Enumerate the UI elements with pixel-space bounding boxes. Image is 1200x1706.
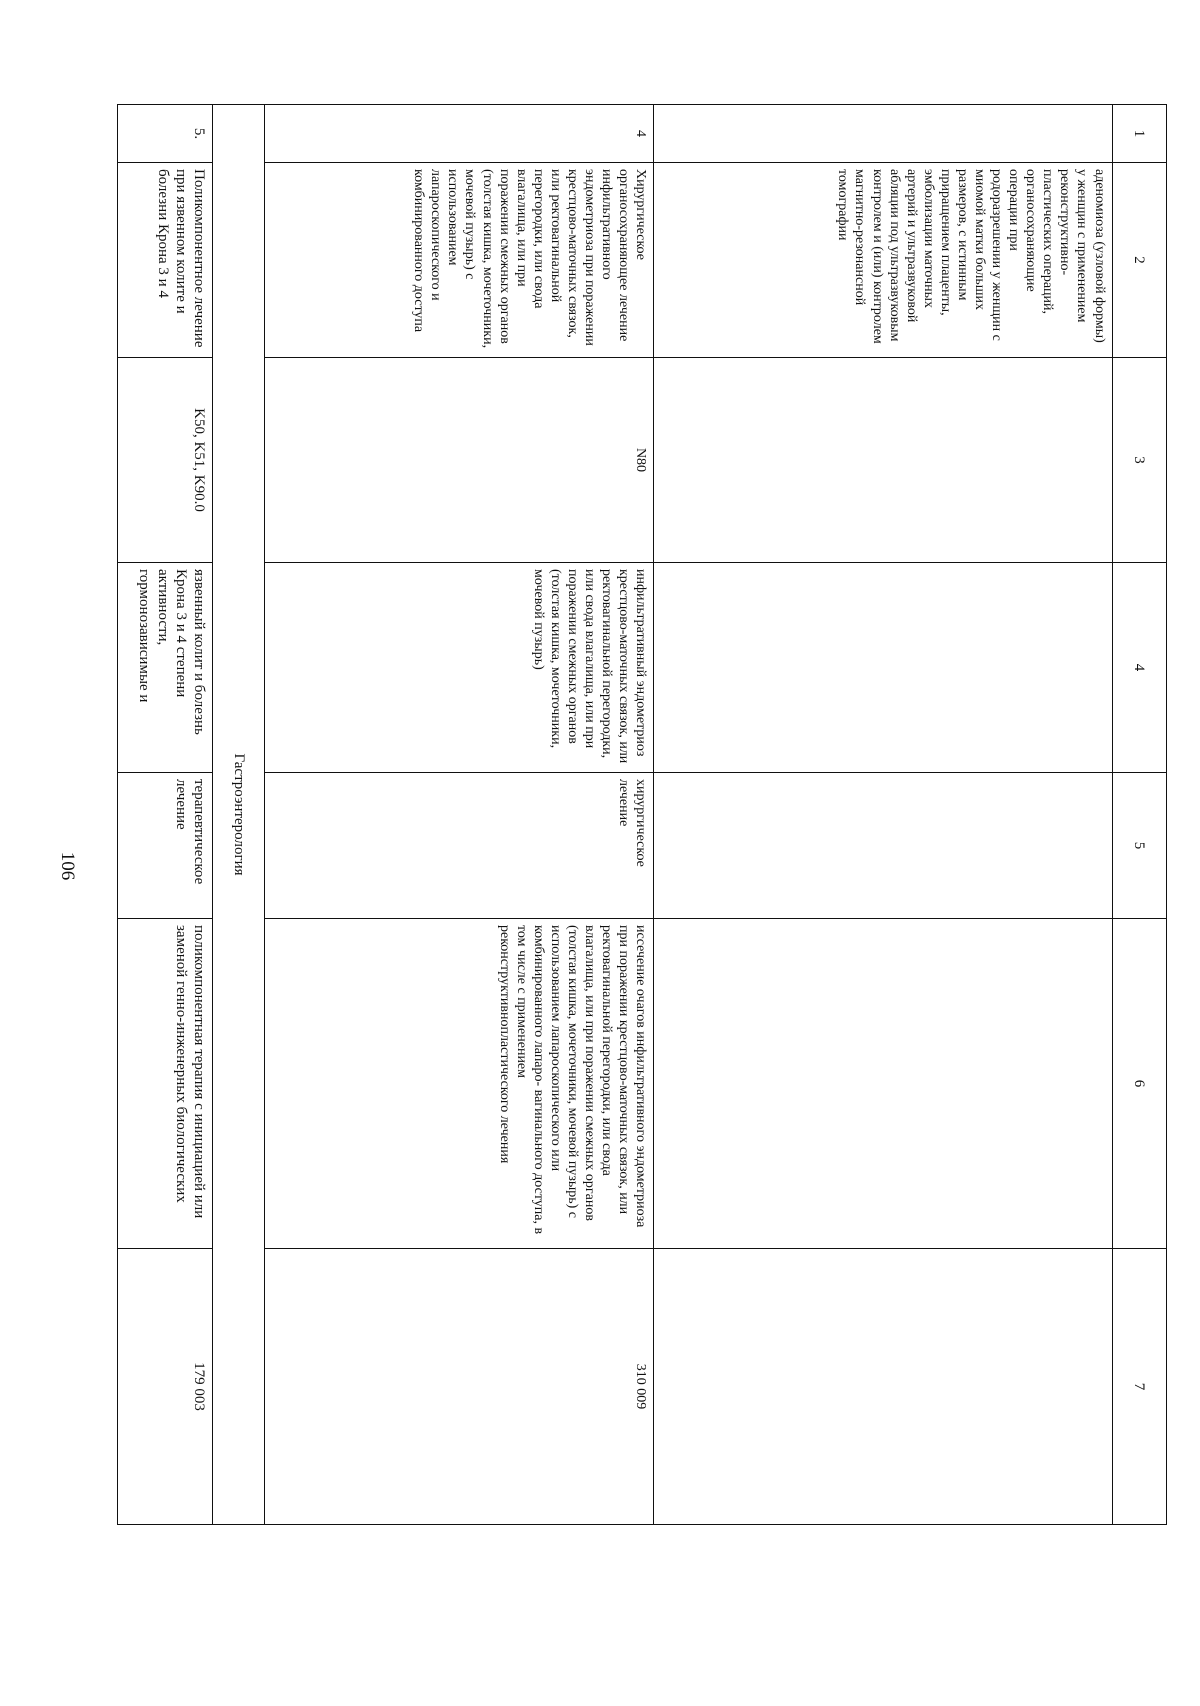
rotated-table-wrapper xyxy=(117,104,1167,1524)
row-number: 4 xyxy=(265,105,654,163)
header-col-6: 6 xyxy=(1112,919,1166,1249)
row-number: 5. xyxy=(118,105,213,163)
header-col-2: 2 xyxy=(1112,163,1166,358)
treatment-method: поликомпонентная терапия с инициацией или заменой генно-инженерных биологических xyxy=(118,919,213,1249)
procedure-name: Поликомпонентное лечение при язвенном колите и болезни Крона 3 и 4 xyxy=(118,163,213,358)
icd-code: N80 xyxy=(265,358,654,563)
patient-model: инфильтративный эндометриоз крестцово-маточных связок, или ректовагинальной перегородки, или свода влагалища, или при поражении смежных органов (толстая кишка, мочеточники, мочевой пузырь) xyxy=(265,563,654,773)
procedure-name: аденомиоза (узловой формы) у женщин с применением реконструктивно-пластических операций, органосохраняющие операции при родоразрешении у женщин с миомой матки больших размеров, с истинным приращением плаценты, эмболизации маточных артерий и ультразвуковой абляции под ультразвуковым контролем и (или) контролем магнитно-резонансной томографии xyxy=(654,163,1112,358)
header-row xyxy=(1112,105,1166,1525)
treatment-method xyxy=(654,919,1112,1249)
header-col-3: 3 xyxy=(1112,358,1166,563)
section-row xyxy=(213,105,265,1525)
section-title: Гастроэнтерология xyxy=(213,105,265,1525)
procedure-name: Хирургическое органосохраняющее лечение инфильтративного эндометриоза при поражении крестцово-маточных связок, или ректовагинальной перегородки, или свода влагалища, или при поражении смежных органов (толстая кишка, мочеточники, мочевой пузырь) с использованием лапароскопического и комбинированного доступа xyxy=(265,163,654,358)
table-row xyxy=(654,105,1112,1525)
cost-value xyxy=(654,1249,1112,1525)
procedures-table xyxy=(117,104,1167,1525)
header-col-5: 5 xyxy=(1112,773,1166,919)
icd-code xyxy=(654,358,1112,563)
patient-model: язвенный колит и болезнь Крона 3 и 4 степени активности, гормонозависимые и xyxy=(118,563,213,773)
header-col-7: 7 xyxy=(1112,1249,1166,1525)
treatment-type xyxy=(654,773,1112,919)
treatment-type: хирургическое лечение xyxy=(265,773,654,919)
table-row xyxy=(265,105,654,1525)
header-col-1: 1 xyxy=(1112,105,1166,163)
treatment-type: терапевтическое лечение xyxy=(118,773,213,919)
row-number xyxy=(654,105,1112,163)
treatment-method: иссечение очагов инфильтративного эндометриоза при поражении крестцово-маточных связок, или ректовагинальной перегородки, или свода влагалища, или при поражении смежных органов (толстая кишка, мочеточники, мочевой пузырь) с использованием лапароскопического или комбинированного лапаро- вагинального доступа, в том числе с применением реконструктивнопластического лечения xyxy=(265,919,654,1249)
page-number: 106 xyxy=(57,851,78,881)
document-sheet xyxy=(117,104,1167,1524)
table-row xyxy=(118,105,213,1525)
cost-value: 179 003 xyxy=(118,1249,213,1525)
patient-model xyxy=(654,563,1112,773)
cost-value: 310 009 xyxy=(265,1249,654,1525)
icd-code: K50, K51, K90.0 xyxy=(118,358,213,563)
header-col-4: 4 xyxy=(1112,563,1166,773)
